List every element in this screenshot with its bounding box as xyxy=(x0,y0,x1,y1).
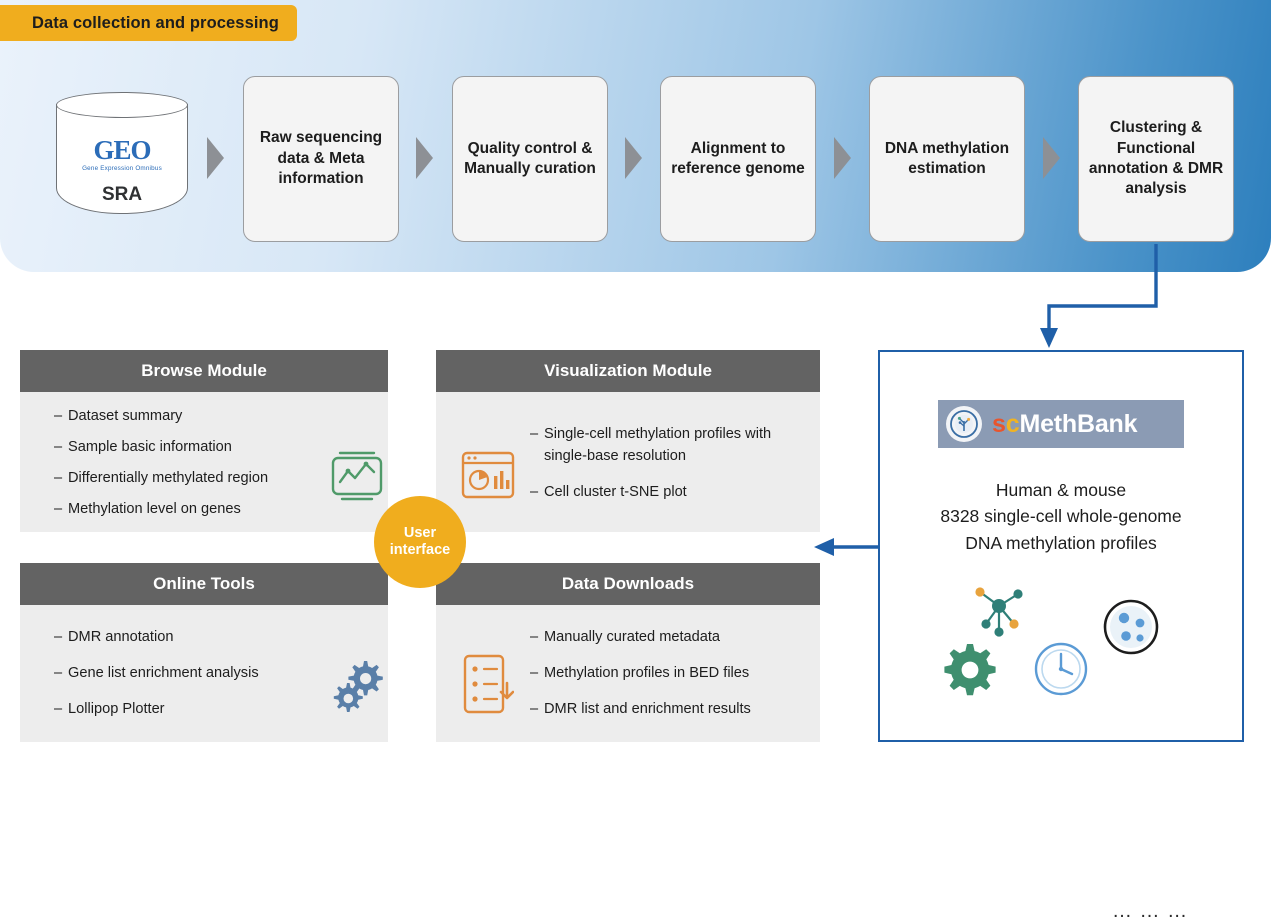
online-tools-title: Online Tools xyxy=(153,574,255,593)
pipeline-step-4-label: DNA methylation estimation xyxy=(884,139,1010,177)
bullet-dash: – xyxy=(529,664,539,681)
data-downloads-card xyxy=(436,563,820,742)
scmethbank-logo-badge-icon xyxy=(946,406,982,442)
online-tools-header xyxy=(20,563,388,605)
pipeline-step-1 xyxy=(243,76,399,242)
resource-icon-cluster xyxy=(880,580,1242,922)
browse-item-0: Dataset summary xyxy=(68,408,183,424)
bullet-dash: – xyxy=(53,500,63,517)
online-tools-item-1: Gene list enrichment analysis xyxy=(68,664,259,681)
chart-document-icon xyxy=(328,450,386,507)
banner-tab xyxy=(0,5,297,41)
list-item xyxy=(524,424,806,468)
list-item xyxy=(48,663,290,685)
resource-description xyxy=(880,477,1242,556)
banner-title: Data collection and processing xyxy=(32,13,279,32)
geo-logo xyxy=(56,137,188,172)
chevron-right-icon xyxy=(623,135,645,181)
scmethbank-resource-panel xyxy=(878,350,1244,922)
pipeline-step-1-label: Raw sequencing data & Meta information xyxy=(259,129,383,188)
browse-item-2: Differentially methylated region xyxy=(68,469,269,486)
data-downloads-header xyxy=(436,563,820,605)
bullet-dash: – xyxy=(53,700,63,717)
user-interface-line1: User xyxy=(403,525,437,542)
browse-item-3: Methylation level on genes xyxy=(68,500,241,517)
bullet-dash: – xyxy=(53,469,63,486)
dashboard-icon xyxy=(460,450,516,505)
cell-icon xyxy=(1102,598,1160,656)
visualization-module-header xyxy=(436,350,820,392)
pipeline-step-3-label: Alignment to reference genome xyxy=(671,139,805,177)
visualization-item-1: Cell cluster t-SNE plot xyxy=(544,483,687,500)
resource-to-interface-arrow xyxy=(812,532,884,562)
browse-module-title: Browse Module xyxy=(141,361,267,380)
pipeline-to-resource-arrow xyxy=(1010,244,1190,354)
bullet-dash: – xyxy=(53,629,63,645)
pipeline-step-5 xyxy=(1078,76,1234,242)
download-server-icon xyxy=(462,653,514,720)
network-cluster-icon xyxy=(968,580,1030,638)
visualization-item-0: Single-cell methylation profiles with single-base resolution xyxy=(544,426,772,464)
visualization-module-title: Visualization Module xyxy=(544,361,712,380)
online-tools-body xyxy=(20,605,388,742)
pipeline-step-2 xyxy=(452,76,608,242)
bullet-dash: – xyxy=(529,700,539,717)
browse-module-body xyxy=(20,392,388,532)
clock-icon xyxy=(1032,640,1090,698)
list-item xyxy=(48,406,290,428)
bullet-dash: – xyxy=(529,629,539,645)
bullet-dash: – xyxy=(53,408,63,424)
browse-item-1: Sample basic information xyxy=(68,438,232,455)
chevron-right-icon xyxy=(205,135,227,181)
sra-label: SRA xyxy=(101,184,143,205)
sra-geo-database-icon xyxy=(56,92,190,227)
list-item xyxy=(524,627,806,649)
visualization-module-body xyxy=(436,392,820,532)
list-item xyxy=(524,663,806,685)
data-downloads-body xyxy=(436,605,820,742)
list-item xyxy=(48,699,290,721)
user-interface-badge xyxy=(374,496,466,588)
bullet-dash: – xyxy=(529,426,539,442)
visualization-module-card xyxy=(436,350,820,532)
online-tools-card xyxy=(20,563,388,742)
scmethbank-logo-text xyxy=(992,410,1137,439)
pipeline-step-4 xyxy=(869,76,1025,242)
resource-description-line-0: Human & mouse xyxy=(995,480,1127,500)
ellipsis-label: … … … xyxy=(1112,900,1189,922)
pipeline-step-2-label: Quality control & Manually curation xyxy=(464,139,596,177)
list-item xyxy=(48,499,290,521)
chevron-right-icon xyxy=(832,135,854,181)
geo-logo-word: GEO xyxy=(93,135,151,165)
logo-letter-c: c xyxy=(1005,409,1020,438)
bullet-dash: – xyxy=(53,664,63,681)
data-downloads-item-2: DMR list and enrichment results xyxy=(544,700,751,717)
cylinder-top xyxy=(56,92,188,118)
logo-letter-s: s xyxy=(992,409,1006,438)
geo-logo-subtitle: Gene Expression Omnibus xyxy=(82,165,162,172)
online-tools-item-0: DMR annotation xyxy=(68,629,174,645)
data-downloads-item-0: Manually curated metadata xyxy=(544,629,721,645)
logo-word-methbank: MethBank xyxy=(1019,409,1138,438)
resource-description-line-2: DNA methylation profiles xyxy=(965,532,1157,553)
gears-icon xyxy=(326,655,388,722)
list-item xyxy=(48,468,290,490)
chevron-right-icon xyxy=(414,135,436,181)
pipeline-step-5-label: Clustering & Functional annotation & DMR analysis xyxy=(1088,119,1224,198)
chevron-right-icon xyxy=(1041,135,1063,181)
scmethbank-logo xyxy=(938,400,1184,448)
browse-module-header xyxy=(20,350,388,392)
bullet-dash: – xyxy=(53,438,63,455)
bullet-dash: – xyxy=(529,483,539,500)
list-item xyxy=(524,482,806,504)
data-downloads-title: Data Downloads xyxy=(561,574,695,593)
browse-module-card xyxy=(20,350,388,532)
user-interface-line2: interface xyxy=(389,542,451,558)
list-item xyxy=(48,437,290,459)
resource-description-line-1: 8328 single-cell whole-genome xyxy=(940,506,1182,527)
online-tools-item-2: Lollipop Plotter xyxy=(68,700,165,717)
list-item xyxy=(524,699,806,721)
green-gear-icon xyxy=(942,642,998,698)
pipeline-step-3 xyxy=(660,76,816,242)
data-downloads-item-1: Methylation profiles in BED files xyxy=(544,664,750,681)
list-item xyxy=(48,627,290,649)
